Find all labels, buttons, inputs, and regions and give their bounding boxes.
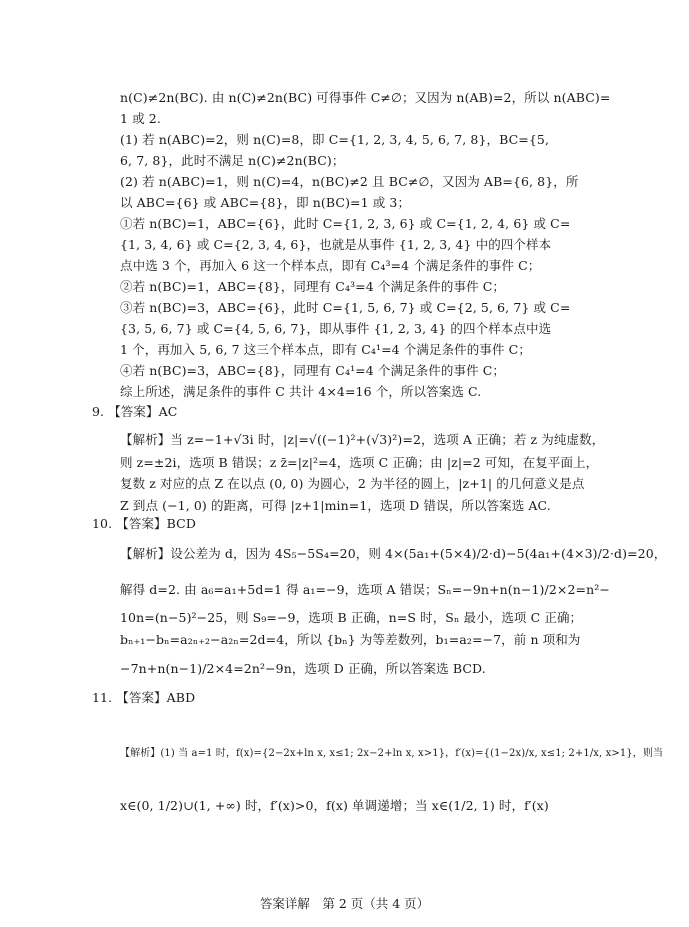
text-line: 点中选 3 个，再加入 6 这一个样本点，即有 C₄³=4 个满足条件的事件 C； [120, 258, 541, 273]
question-9 [0, 404, 689, 524]
text-line: bₙ₊₁−bₙ=a₂ₙ₊₂−a₂ₙ=2d=4，所以 {bₙ} 为等差数列，b₁=a₂=−7，前 n 项和为 [120, 632, 581, 647]
question-11 [0, 690, 689, 835]
text-line: (2) 若 n(ABC)=1，则 n(C)=4，n(BC)≠2 且 BC≠∅，又因为 AB={6, 8}，所 [120, 174, 579, 189]
text-line: 【解析】当 z=−1+√3i 时，|z|=√((−1)²+(√3)²)=2，选项 A 正确；若 z 为纯虚数， [120, 432, 605, 447]
text-line: 1 或 2. [120, 111, 161, 126]
text-line: 【解析】(1) 当 a=1 时，f(x)={2−2x+ln x, x≤1; 2x−2+ln x, x>1}，f′(x)={(1−2x)/x, x≤1; 2+1/x, x>1}，则当 [120, 748, 664, 759]
text-line: 10n=(n−5)²−25，则 S₉=−9，选项 B 正确，n=S 时，Sₙ 最小，选项 C 正确； [120, 610, 583, 625]
text-line: 【解析】设公差为 d，因为 4S₅−5S₄=20，则 4×(5a₁+(5×4)/2·d)−5(4a₁+(4×3)/2·d)=20， [120, 546, 667, 561]
text-line: Z 到点 (−1, 0) 的距离，可得 |z+1|min=1，选项 D 错误，所以答案选 AC. [120, 498, 551, 513]
text-line: 复数 z 对应的点 Z 在以点 (0, 0) 为圆心，2 为半径的圆上，|z+1| 的几何意义是点 [120, 476, 585, 491]
text-line: 综上所述，满足条件的事件 C 共计 4×4=16 个，所以答案选 C. [120, 384, 482, 399]
question-10 [0, 516, 689, 686]
text-line: ③若 n(BC)=3，ABC={6}，此时 C={1, 5, 6, 7} 或 C={2, 5, 6, 7} 或 C= [120, 300, 571, 315]
page-footer: 答案详解 第 2 页（共 4 页） [259, 896, 430, 911]
text-line: −7n+n(n−1)/2×4=2n²−9n，选项 D 正确，所以答案选 BCD. [120, 661, 486, 676]
text-line: 1 个，再加入 5, 6, 7 这三个样本点，即有 C₄¹=4 个满足条件的事件 C； [120, 342, 531, 357]
text-line: 6, 7, 8}，此时不满足 n(C)≠2n(BC)； [120, 153, 345, 168]
answer-heading: 10. 【答案】BCD [92, 516, 196, 531]
text-line: ②若 n(BC)=1，ABC={8}，同理有 C₄³=4 个满足条件的事件 C； [120, 279, 506, 294]
text-line: {1, 3, 4, 6} 或 C={2, 3, 4, 6}，也就是从事件 {1, 2, 3, 4} 中的四个样本 [120, 237, 552, 252]
text-line: {3, 5, 6, 7} 或 C={4, 5, 6, 7}，即从事件 {1, 2, 3, 4} 的四个样本点中选 [120, 321, 552, 336]
text-line: 则 z=±2i，选项 B 错误；z z̄=|z|²=4，选项 C 正确；由 |z|=2 可知，在复平面上， [120, 455, 599, 470]
question-8-continued [0, 90, 689, 406]
text-line: x∈(0, 1/2)∪(1, +∞) 时，f′(x)>0，f(x) 单调递增；当 x∈(1/2, 1) 时，f′(x) [120, 798, 549, 813]
text-line: ④若 n(BC)=3，ABC={8}，同理有 C₄¹=4 个满足条件的事件 C； [120, 363, 506, 378]
text-line: n(C)≠2n(BC). 由 n(C)≠2n(BC) 可得事件 C≠∅；又因为 n(AB)=2，所以 n(ABC)= [120, 90, 611, 105]
text-line: 以 ABC={6} 或 ABC={8}，即 n(BC)=1 或 3； [120, 195, 411, 210]
text-line: (1) 若 n(ABC)=2，则 n(C)=8，即 C={1, 2, 3, 4, 5, 6, 7, 8}，BC={5, [120, 132, 550, 147]
text-line: ①若 n(BC)=1，ABC={6}，此时 C={1, 2, 3, 6} 或 C={1, 2, 4, 6} 或 C= [120, 216, 571, 231]
answer-heading: 9. 【答案】AC [92, 404, 178, 419]
text-line: 解得 d=2. 由 a₆=a₁+5d=1 得 a₁=−9，选项 A 错误；Sₙ=−9n+n(n−1)/2×2=n²− [120, 582, 610, 597]
answer-heading: 11. 【答案】ABD [92, 690, 196, 705]
